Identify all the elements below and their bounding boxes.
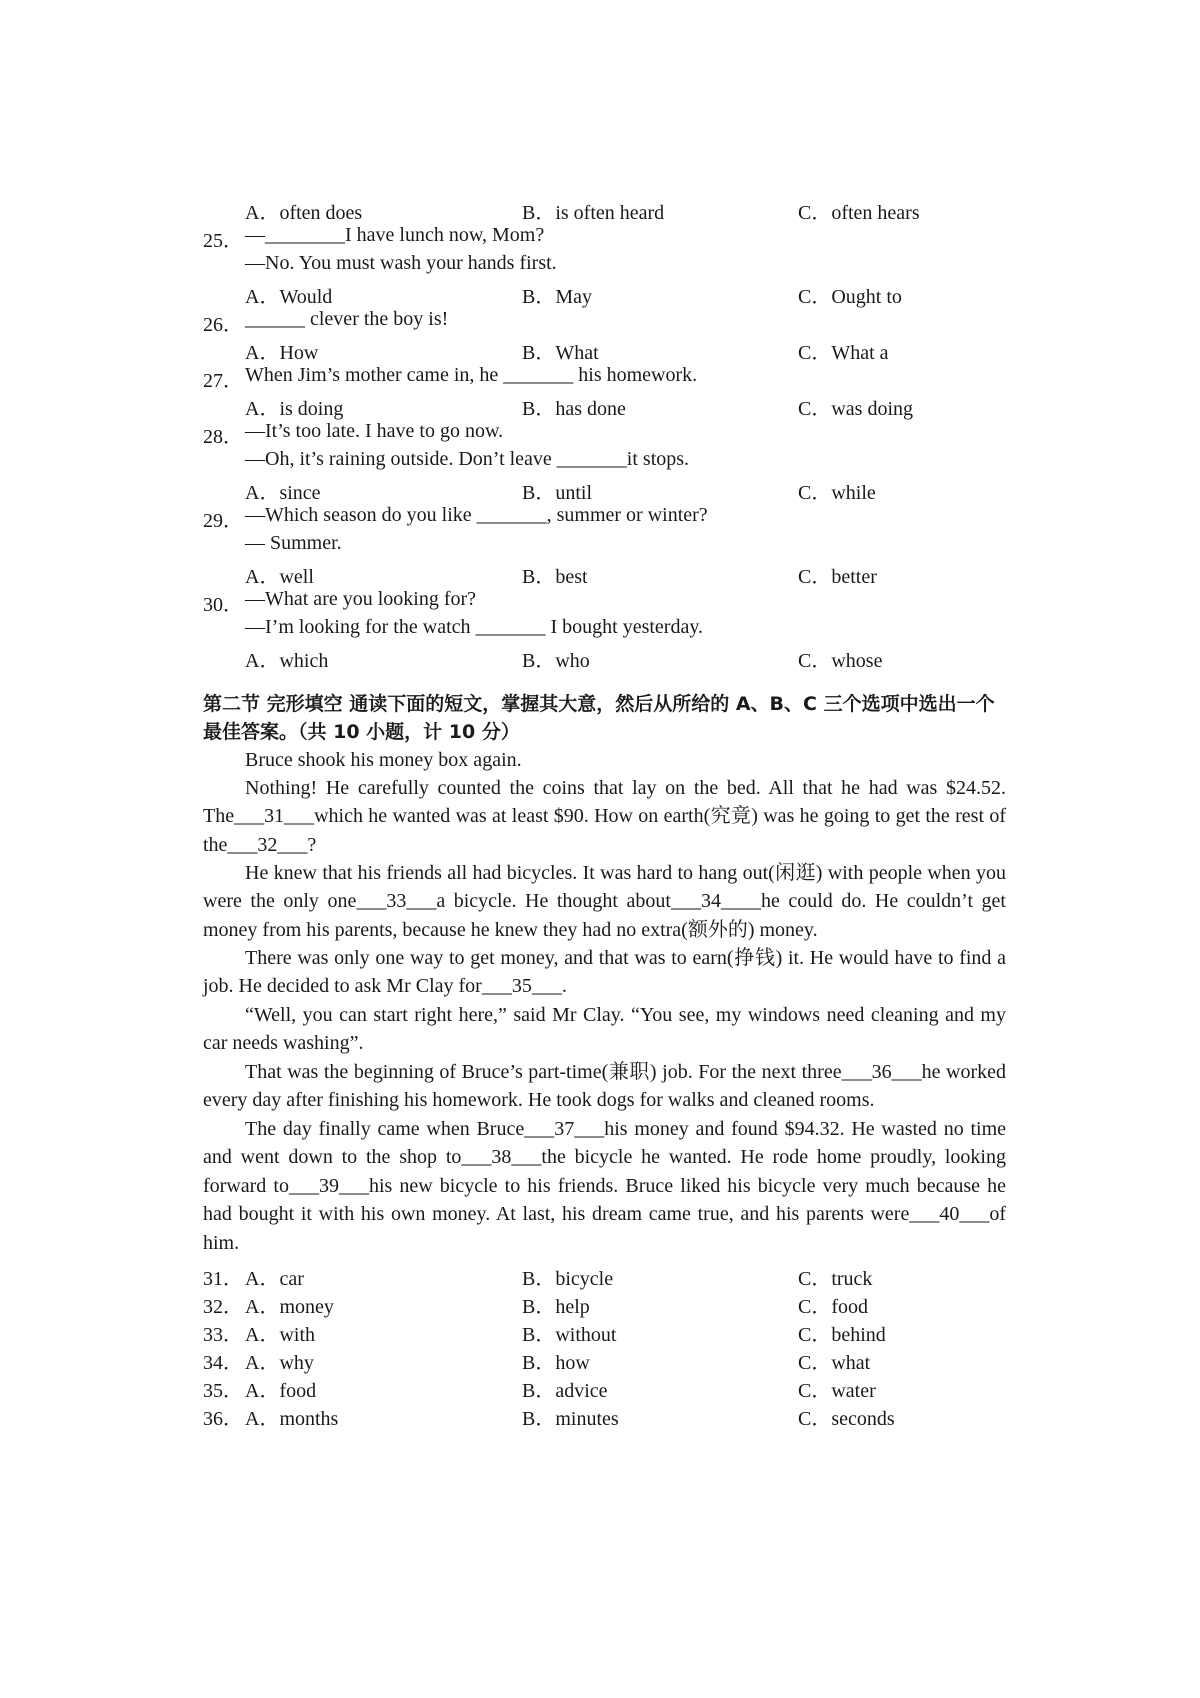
option-c: C．seconds: [798, 1408, 895, 1430]
passage-paragraph: [203, 746, 1006, 774]
passage-paragraph: [203, 774, 1006, 859]
question-stem: ______ clever the boy is!: [245, 308, 449, 330]
option-c: C．behind: [798, 1324, 886, 1346]
paragraph-text: That was the beginning of Bruce’s part-time(兼职) job. For the next three___36___he worked every day after finishing his homework. He took dogs for walks and cleaned rooms.: [203, 1061, 1006, 1112]
question-stem: —I’m looking for the watch _______ I bought yesterday.: [245, 616, 704, 638]
passage-paragraph: [203, 1115, 1006, 1257]
option-a: A．since: [245, 482, 321, 504]
question-stem: —Oh, it’s raining outside. Don’t leave _______it stops.: [245, 448, 690, 470]
option-b: B．has done: [522, 398, 626, 420]
option-b: B．bicycle: [522, 1268, 614, 1290]
option-c: C．often hears: [798, 202, 920, 224]
question-number: 34．: [203, 1352, 243, 1374]
paragraph-text: “Well, you can start right here,” said Mr Clay. “You see, my windows need cleaning and my car needs washing”.: [203, 1004, 1006, 1055]
question-number: 28．: [203, 426, 243, 448]
paragraph-text: Nothing! He carefully counted the coins that lay on the bed. All that he had was $24.52. The___31___which he wanted was at least $90. How on earth(究竟) was he going to get the rest of the___32___?: [203, 777, 1006, 856]
option-c: C．water: [798, 1380, 876, 1402]
option-a: A．is doing: [245, 398, 344, 420]
paragraph-text: The day finally came when Bruce___37___his money and found $94.32. He wasted no time and went down to the shop to___38___the bicycle he wanted. He rode home proudly, looking forward to___39___his new bicycle to his friends. Bruce liked his bicycle very much because he had bought it with his own money. At last, his dream came true, and his parents were___40___of him.: [203, 1118, 1006, 1254]
option-b: B．is often heard: [522, 202, 665, 224]
option-a: A．with: [245, 1324, 315, 1346]
question-number: 27．: [203, 370, 243, 392]
option-c: C．was doing: [798, 398, 913, 420]
question-number: 36．: [203, 1408, 243, 1430]
passage-paragraph: [203, 1001, 1006, 1058]
option-b: B．how: [522, 1352, 590, 1374]
option-a: A．food: [245, 1380, 317, 1402]
question-stem: — Summer.: [245, 532, 342, 554]
passage-paragraph: [203, 944, 1006, 1001]
question-number: 33．: [203, 1324, 243, 1346]
option-c: C．food: [798, 1296, 868, 1318]
passage-paragraph: [203, 1058, 1006, 1115]
question-stem: —What are you looking for?: [245, 588, 477, 610]
question-number: 30．: [203, 594, 243, 616]
question-number: 26．: [203, 314, 243, 336]
option-a: A．often does: [245, 202, 363, 224]
option-c: C．whose: [798, 650, 883, 672]
question-stem: —________I have lunch now, Mom?: [245, 224, 545, 246]
option-c: C．truck: [798, 1268, 873, 1290]
question-number: 31．: [203, 1268, 243, 1290]
option-a: A．months: [245, 1408, 339, 1430]
option-b: B．without: [522, 1324, 617, 1346]
option-a: A．car: [245, 1268, 304, 1290]
option-b: B．advice: [522, 1380, 608, 1402]
option-b: B．best: [522, 566, 588, 588]
paragraph-text: He knew that his friends all had bicycles. It was hard to hang out(闲逛) with people when you were the only one___33___a bicycle. He thought about___34____he could do. He couldn’t get money from his parents, because he knew they had no extra(额外的) money.: [203, 862, 1006, 941]
option-a: A．why: [245, 1352, 314, 1374]
question-stem: —Which season do you like _______, summer or winter?: [245, 504, 708, 526]
option-b: B．until: [522, 482, 593, 504]
passage-paragraph: [203, 859, 1006, 944]
option-c: C．Ought to: [798, 286, 902, 308]
paragraph-text: Bruce shook his money box again.: [245, 749, 522, 771]
option-a: A．Would: [245, 286, 333, 308]
question-stem: —It’s too late. I have to go now.: [245, 420, 504, 442]
option-a: A．which: [245, 650, 329, 672]
option-b: B．minutes: [522, 1408, 619, 1430]
question-number: 35．: [203, 1380, 243, 1402]
question-stem: —No. You must wash your hands first.: [245, 252, 557, 274]
option-b: B．What: [522, 342, 599, 364]
option-b: B．help: [522, 1296, 590, 1318]
section-heading: 第二节 完形填空 通读下面的短文，掌握其大意，然后从所给的 A、B、C 三个选项中选出一个最佳答案。（共 10 小题，计 10 分）: [203, 693, 995, 743]
question-number: 29．: [203, 510, 243, 532]
option-a: A．money: [245, 1296, 334, 1318]
question-number: 32．: [203, 1296, 243, 1318]
option-b: B．who: [522, 650, 590, 672]
option-b: B．May: [522, 286, 592, 308]
paragraph-text: There was only one way to get money, and that was to earn(挣钱) it. He would have to find a job. He decided to ask Mr Clay for___35___.: [203, 947, 1006, 998]
option-a: A．How: [245, 342, 319, 364]
question-stem: When Jim’s mother came in, he _______ his homework.: [245, 364, 698, 386]
option-c: C．What a: [798, 342, 889, 364]
option-c: C．better: [798, 566, 877, 588]
option-c: C．what: [798, 1352, 871, 1374]
question-number: 25．: [203, 230, 243, 252]
option-a: A．well: [245, 566, 314, 588]
option-c: C．while: [798, 482, 876, 504]
